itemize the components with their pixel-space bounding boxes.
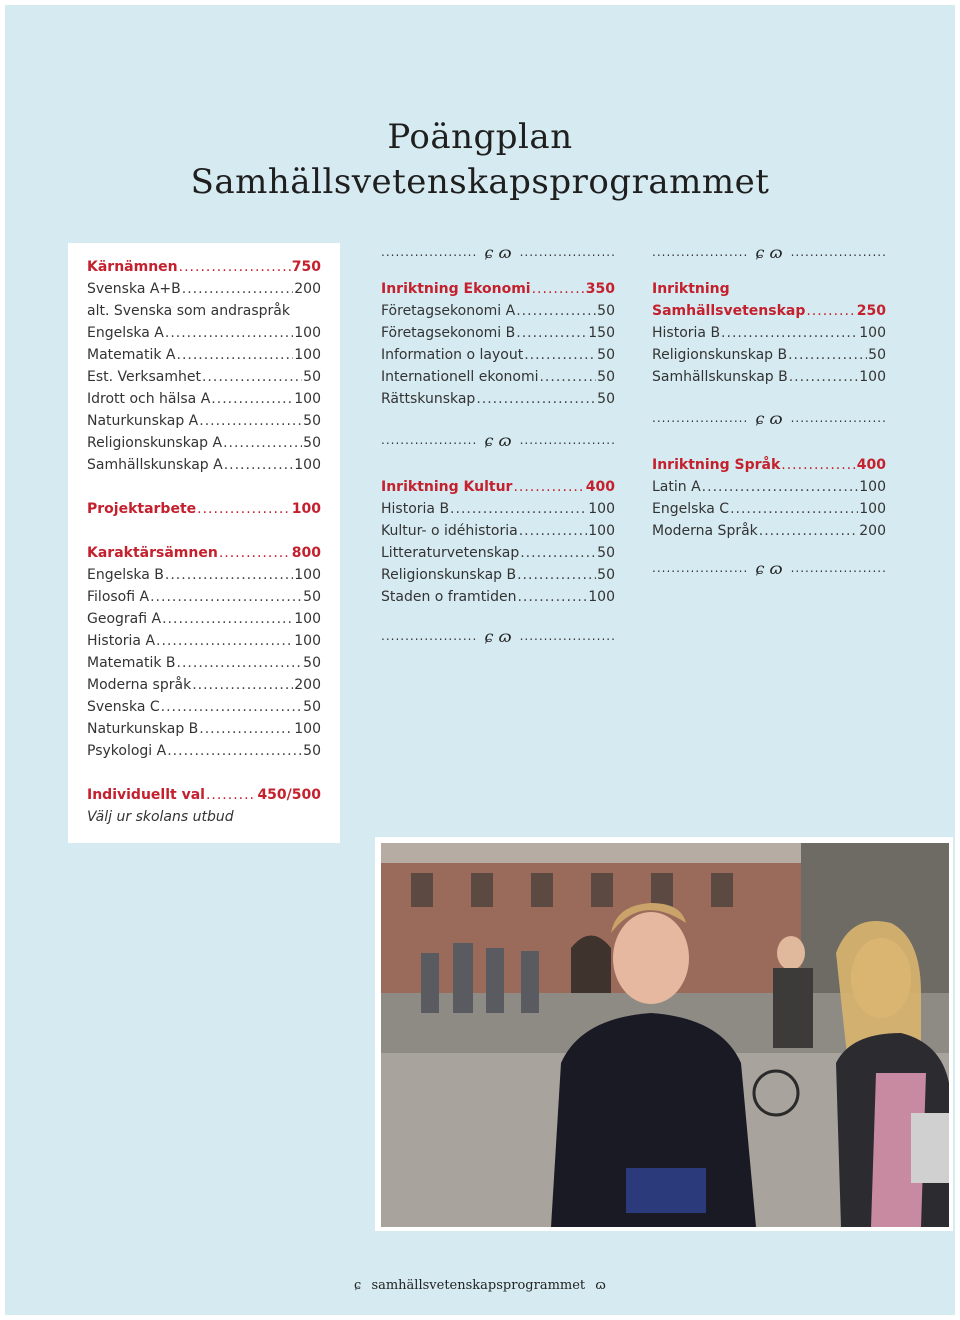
- ornament-icon: ɕ ɷ: [755, 558, 783, 578]
- list-item: Religionskunskap A ..... 50: [87, 432, 321, 454]
- list-item: Engelska A ..... 100: [87, 322, 321, 344]
- list-item: Internationell ekonomi ..... 50: [381, 366, 615, 388]
- list-item: Moderna språk ..... 200: [87, 674, 321, 696]
- list-item: Svenska A+B ..... 200: [87, 278, 321, 300]
- list-item: Företagsekonomi B ..... 150: [381, 322, 615, 344]
- footer-text: samhällsvetenskapsprogrammet: [371, 1278, 586, 1293]
- footer-ornament-left-icon: ɕ: [354, 1278, 362, 1293]
- list-item: Religionskunskap B ..... 50: [652, 344, 886, 366]
- list-item: Historia B ..... 100: [652, 322, 886, 344]
- ornament-divider: [381, 628, 615, 644]
- ornament-icon: ɕ ɷ: [755, 408, 783, 428]
- list-item: Historia A ..... 100: [87, 630, 321, 652]
- list-item: Kultur- o idéhistoria ..... 100: [381, 520, 615, 542]
- ornament-icon: ɕ ɷ: [484, 430, 512, 450]
- projektarbete-heading: Projektarbete ..... 100: [87, 498, 321, 520]
- ornament-divider: [381, 432, 615, 448]
- karnamnen-heading: Kärnämnen ..... 750: [87, 256, 321, 278]
- list-item: Psykologi A ..... 50: [87, 740, 321, 762]
- list-item: Religionskunskap B ..... 50: [381, 564, 615, 586]
- ornament-divider: [652, 560, 886, 576]
- list-item: alt. Svenska som andraspråk: [87, 303, 290, 319]
- list-item: Naturkunskap A ..... 50: [87, 410, 321, 432]
- page-title-line1: Poängplan: [387, 117, 573, 157]
- list-item: Latin A ..... 100: [652, 476, 886, 498]
- list-item: Est. Verksamhet ..... 50: [87, 366, 321, 388]
- list-item: Historia B ..... 100: [381, 498, 615, 520]
- page-title-line2: Samhällsvetenskapsprogrammet: [190, 162, 770, 202]
- list-item: Information o layout ..... 50: [381, 344, 615, 366]
- list-item: Engelska C ..... 100: [652, 498, 886, 520]
- ornament-icon: ɕ ɷ: [484, 626, 512, 646]
- karaktarsamnen-heading: Karaktärsämnen ..... 800: [87, 542, 321, 564]
- ornament-icon: ɕ ɷ: [484, 242, 512, 262]
- list-item: Naturkunskap B ..... 100: [87, 718, 321, 740]
- list-item: Matematik B ..... 50: [87, 652, 321, 674]
- list-item: Svenska C ..... 50: [87, 696, 321, 718]
- student-photo-frame: [375, 837, 953, 1231]
- ornament-divider: [381, 244, 615, 260]
- list-item: Moderna Språk ..... 200: [652, 520, 886, 542]
- ornament-divider: [652, 410, 886, 426]
- list-item: Samhällskunskap B ..... 100: [652, 366, 886, 388]
- ornament-icon: ɕ ɷ: [755, 242, 783, 262]
- list-item: Rättskunskap ..... 50: [381, 388, 615, 410]
- footer: [0, 1278, 960, 1293]
- samhall-heading-line2: Samhällsvetenskap ..... 250: [652, 300, 886, 322]
- list-item: Litteraturvetenskap ..... 50: [381, 542, 615, 564]
- list-item: Engelska B ..... 100: [87, 564, 321, 586]
- list-item: Geografi A ..... 100: [87, 608, 321, 630]
- list-item: Samhällskunskap A ..... 100: [87, 454, 321, 476]
- list-item: Staden o framtiden ..... 100: [381, 586, 615, 608]
- footer-ornament-right-icon: ɷ: [595, 1278, 606, 1293]
- ekonomi-heading: Inriktning Ekonomi ..... 350: [381, 278, 615, 300]
- kultur-heading: Inriktning Kultur ..... 400: [381, 476, 615, 498]
- list-item: Idrott och hälsa A ..... 100: [87, 388, 321, 410]
- list-item: Matematik A ..... 100: [87, 344, 321, 366]
- individuellt-val-heading: Individuellt val ..... 450/500: [87, 784, 321, 806]
- samhall-heading-line1: Inriktning: [652, 281, 730, 297]
- individuellt-val-note: Välj ur skolans utbud: [87, 809, 234, 825]
- photo-illustration: [381, 843, 949, 1227]
- ornament-divider: [652, 244, 886, 260]
- list-item: Företagsekonomi A ..... 50: [381, 300, 615, 322]
- student-photo: [381, 843, 949, 1227]
- sprak-heading: Inriktning Språk ..... 400: [652, 454, 886, 476]
- list-item: Filosofi A ..... 50: [87, 586, 321, 608]
